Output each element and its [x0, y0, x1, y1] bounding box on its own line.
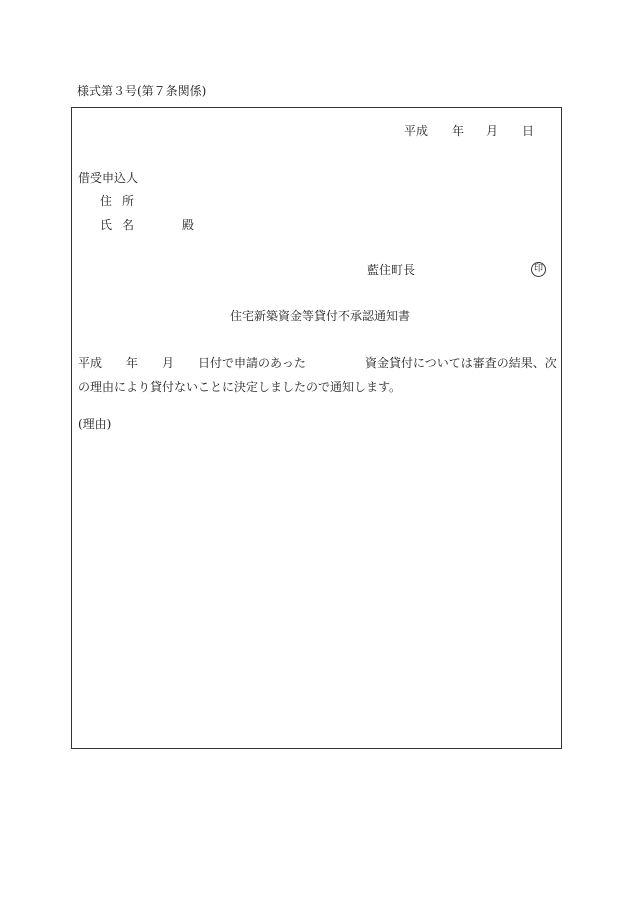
- date-year-label: 年: [452, 124, 465, 138]
- date-day-label: 日: [522, 124, 535, 138]
- address-label: 住所: [100, 194, 145, 208]
- honorific: 殿: [182, 218, 195, 232]
- body-line-1-end: 資金貸付については審査の結果、次: [365, 356, 557, 370]
- form-number-label: 様式第３号(第７条関係): [77, 84, 207, 98]
- document-title: 住宅新築資金等貸付不承認通知書: [230, 309, 411, 323]
- applicant-label: 借受申込人: [78, 171, 139, 185]
- reason-label: (理由): [78, 417, 112, 431]
- seal-icon: 印: [531, 262, 546, 277]
- issuer-title: 藍住町長: [367, 263, 416, 277]
- document-frame: [71, 107, 562, 749]
- date-month-label: 月: [486, 124, 499, 138]
- body-line-2: の理由により貸付ないことに決定しましたので通知します。: [78, 380, 402, 394]
- body-line-1-start: 平成 年 月 日付で申請のあった: [78, 356, 306, 370]
- name-label: 氏名: [100, 218, 145, 232]
- date-era: 平成: [404, 124, 429, 138]
